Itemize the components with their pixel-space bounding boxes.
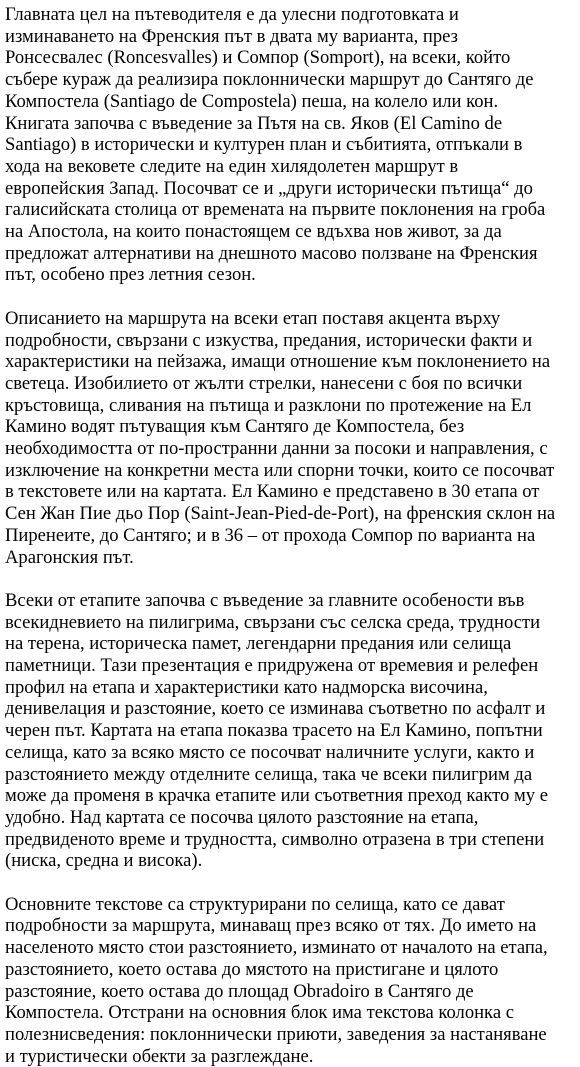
- text-line: Описанието на маршрута на всеки етап поставя акцента върху: [5, 307, 501, 329]
- text-line: разстоянието, което остава до мястото на пристигане и цялото: [5, 958, 499, 980]
- paragraph-stages: [5, 590, 577, 872]
- text-line: на терена, историческа памет, легендарни предания или селища: [5, 633, 512, 655]
- text-line: разстоянието между отделните селища, така че всеки пилигрим да: [5, 763, 533, 785]
- text-line: (ниска, средна и висока).: [5, 850, 203, 872]
- paragraph-introduction: [5, 4, 577, 286]
- text-line: и туристически обекти за разглеждане.: [5, 1045, 314, 1067]
- text-line: европейския Запад. Посочват се и „други исторически пътища“ до: [5, 177, 533, 199]
- text-line: може да променя в крачка етапите или съответния преход както му е: [5, 785, 548, 807]
- text-line: селища, като за всяко място се посочват наличните услуги, както и: [5, 741, 535, 763]
- text-line: предвиденото време и трудността, символно отразена в три степени: [5, 828, 545, 850]
- text-line: Основните текстове са структурирани по селища, като се дават: [5, 893, 505, 915]
- text-line: кръстовища, сливания на пътища и разклони по протежение на Ел: [5, 394, 532, 416]
- text-line: паметници. Тази презентация е придружена от времевия и релефен: [5, 655, 539, 677]
- text-line: разстояние, което остава до площад Obradoiro в Сантяго де: [5, 980, 474, 1002]
- text-line: Сен Жан Пие дьо Пор (Saint-Jean-Pied-de-Port), на френския склон на: [5, 503, 556, 525]
- text-line: денивелация и разстояние, което се изминава съответно по асфалт и: [5, 698, 546, 720]
- text-line: изключение на конкретни места или спорни точки, които се посочват: [5, 459, 555, 481]
- paragraph-main-texts: [5, 894, 577, 1067]
- text-line: събере кураж да реализира поклоннически маршрут до Сантяго де: [5, 69, 534, 91]
- text-line: необходимостта от по-пространни данни за посоки и направления, с: [5, 438, 548, 460]
- text-line: удобно. Над картата се посочва цялото разстояние на етапа,: [5, 806, 479, 828]
- text-line: хода на вековете следите на един хилядолетен маршрут в: [5, 155, 459, 177]
- text-line: Книгата започва с въведение за Пътя на св. Яков (El Camino de: [5, 112, 503, 134]
- text-line: Главната цел на пътеводителя е да улесни подготовката и: [5, 4, 459, 25]
- text-line: Арагонския път.: [5, 546, 134, 568]
- text-line: подробности, свързани с изкуства, предания, исторически факти и: [5, 329, 533, 351]
- text-line: предложат алтернативи на днешното масово ползване на Френския: [5, 242, 538, 264]
- text-line: Компостела. Отстрани на основния блок има текстова колонка с: [5, 1002, 514, 1024]
- text-line: Компостела (Santiago de Compostela) пеша, на колело или кон.: [5, 90, 499, 112]
- text-line: галисийската столица от времената на първите поклонения на гроба: [5, 199, 546, 221]
- paragraph-route-description: [5, 308, 577, 568]
- text-line: на Апостола, на които понастоящем се вдъхва нов живот, за да: [5, 221, 502, 243]
- text-line: изминаването на Френския път в двата му варианта, през: [5, 25, 458, 47]
- text-line: светеца. Изобилието от жълти стрелки, нанесени с боя по всички: [5, 372, 523, 394]
- text-line: в текстовете или на картата. Ел Камино е представено в 30 етапа от: [5, 481, 540, 503]
- text-line: Ронсесвалес (Roncesvalles) и Сомпор (Somport), на всеки, който: [5, 47, 511, 69]
- text-line: всекидневието на пилигрима, свързани със селска среда, трудности: [5, 611, 541, 633]
- text-line: характеристики на пейзажа, имащи отношение към поклонението на: [5, 351, 551, 373]
- text-line: Всеки от етапите започва с въведение за главните особености във: [5, 589, 525, 611]
- text-line: Пиренеите, до Сантяго; и в 36 – от прохода Сомпор по варианта на: [5, 524, 536, 546]
- text-line: профил на етапа и характеристики като надморска височина,: [5, 676, 488, 698]
- text-line: полезнисведения: поклоннически приюти, заведения за настаняване: [5, 1024, 547, 1045]
- text-line: Камино водят пътуващия към Сантяго де Компостела, без: [5, 416, 465, 438]
- text-line: Santiago) в исторически и културен план и събитията, отпъкали в: [5, 134, 523, 156]
- text-line: населеното място стои разстоянието, изминато от началото на етапа,: [5, 937, 548, 959]
- text-line: подробности за маршрута, минаващ през всяко от тях. До името на: [5, 915, 537, 937]
- text-line: черен път. Картата на етапа показва трасето на Ел Камино, попътни: [5, 720, 543, 742]
- text-line: път, особено през летния сезон.: [5, 264, 256, 286]
